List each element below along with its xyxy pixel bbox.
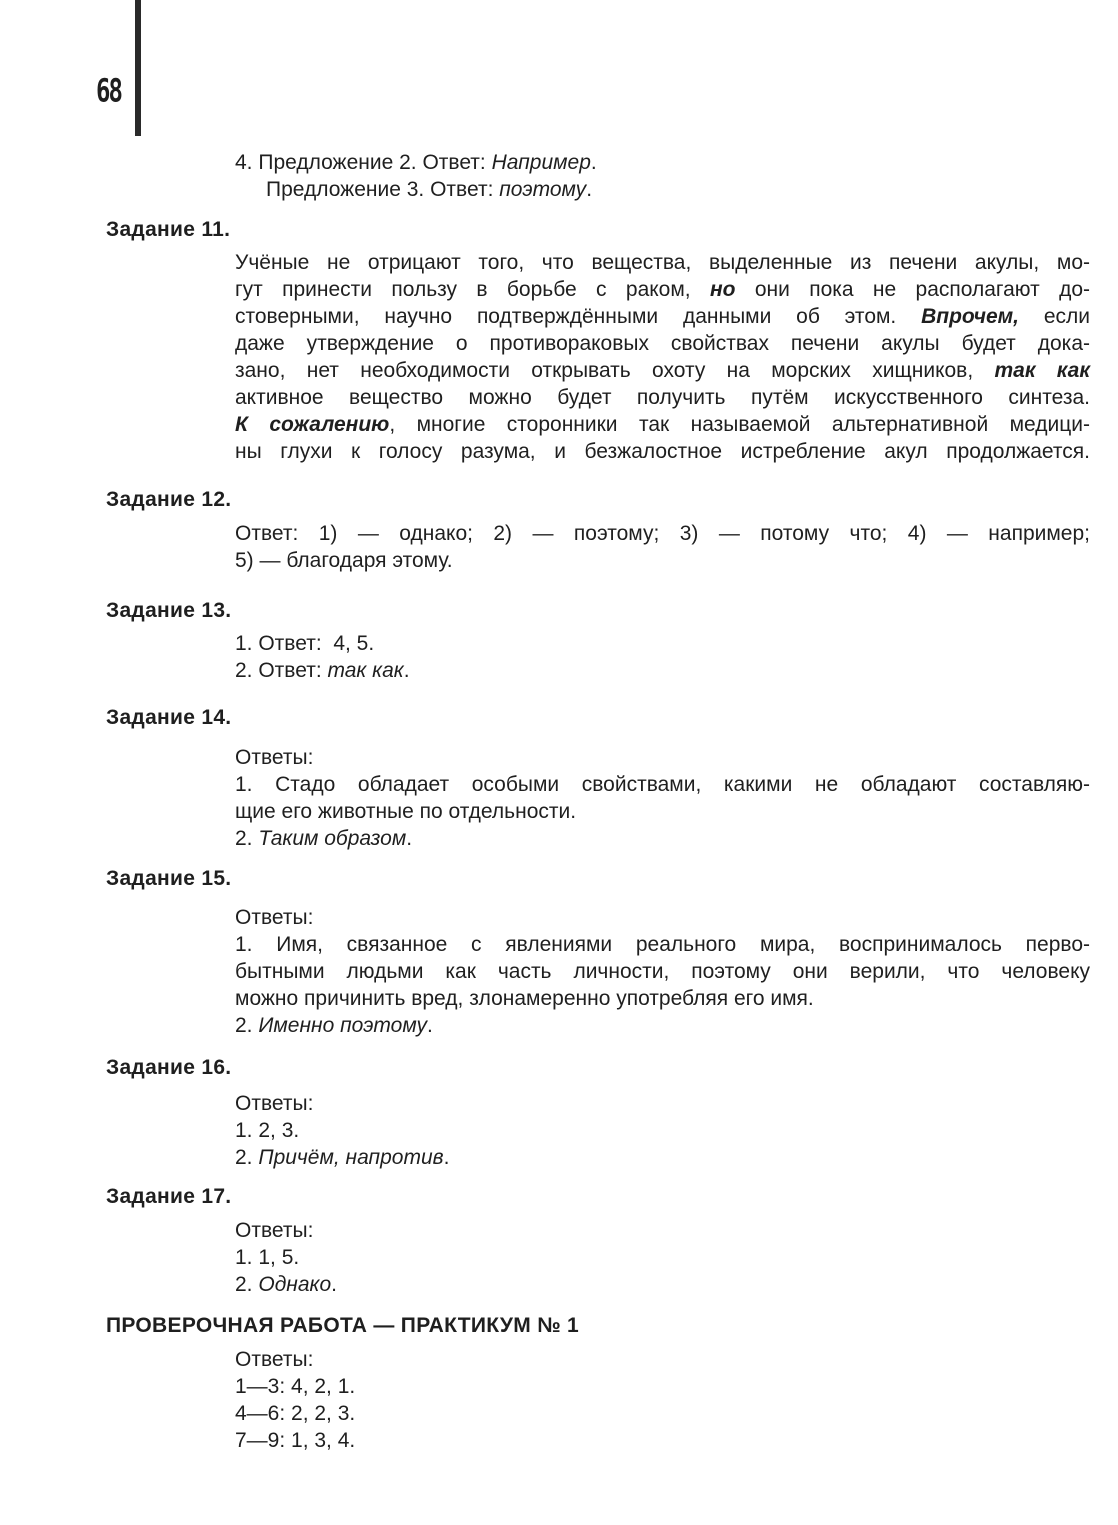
task14-text	[235, 744, 1090, 852]
answer-word: Например	[491, 151, 591, 174]
text-span: 2. Ответ:	[235, 659, 328, 682]
answers-label: Ответы:	[235, 906, 314, 929]
task16-text	[235, 1090, 1090, 1171]
text-span: .	[403, 659, 410, 682]
text-line: 1—3: 4, 2, 1.	[235, 1375, 356, 1398]
answers-label: Ответы:	[235, 746, 314, 769]
text-line: бытными людьми как часть личности, поэтому они верили, что человеку	[235, 960, 1090, 983]
task13-heading: Задание 13.	[106, 599, 232, 622]
task12-text	[235, 520, 1090, 574]
practicum-text	[235, 1346, 1090, 1454]
emphasis-word: так как	[994, 359, 1090, 382]
text-span: .	[331, 1273, 337, 1296]
text-span: 2.	[235, 1146, 259, 1169]
text-line: 4—6: 2, 2, 3.	[235, 1402, 356, 1425]
answer-word: Однако	[258, 1273, 332, 1296]
text-line: 1. 2, 3.	[235, 1119, 300, 1142]
answer-text: 4. Предложение 2. Ответ:	[235, 151, 492, 174]
answer-line	[235, 149, 1090, 176]
emphasis-word: но	[709, 278, 736, 301]
answer-punct: .	[586, 178, 593, 201]
task15-text	[235, 904, 1090, 1039]
text-span: если	[1019, 305, 1090, 328]
text-line: Учёные не отрицают того, что вещества, выделенные из печени акулы, мо-	[235, 251, 1090, 274]
text-line: Ответ: 1) — однако; 2) — поэтому; 3) — потому что; 4) — например;	[235, 522, 1090, 545]
answers-label: Ответы:	[235, 1348, 314, 1371]
task14-heading: Задание 14.	[106, 706, 232, 729]
text-line: щие его животные по отдельности.	[235, 800, 577, 823]
text-line: активное вещество можно будет получить путём искусственного синтеза.	[235, 386, 1090, 409]
text-span: гут принести пользу в борьбе с раком,	[235, 278, 710, 301]
task17-heading: Задание 17.	[106, 1185, 232, 1208]
answer-word: поэтому	[499, 178, 587, 201]
emphasis-word: Впрочем,	[921, 305, 1019, 328]
text-span: зано, нет необходимости открывать охоту на морских хищников,	[235, 359, 995, 382]
answer-word: Причём, напротив	[258, 1146, 444, 1169]
text-line: 1. Ответ: 4, 5.	[235, 632, 375, 655]
answer-word: Именно поэтому	[258, 1014, 428, 1037]
text-span: , многие сторонники так называемой альтернативной медици-	[389, 413, 1090, 436]
answer-line	[235, 176, 1090, 203]
practicum-heading: ПРОВЕРОЧНАЯ РАБОТА — ПРАКТИКУМ № 1	[106, 1314, 580, 1337]
text-span: .	[406, 827, 413, 850]
task12-heading: Задание 12.	[106, 488, 232, 511]
text-line: ны глухи к голосу разума, и безжалостное истребление акул продолжается.	[235, 440, 1090, 463]
task15-heading: Задание 15.	[106, 867, 232, 890]
text-line: 1. Стадо обладает особыми свойствами, какими не обладают составляю-	[235, 773, 1090, 796]
text-line	[235, 276, 1090, 303]
text-line	[235, 303, 1090, 330]
text-line: 5) — благодаря этому.	[235, 549, 453, 572]
answer-text: Предложение 3. Ответ:	[266, 178, 500, 201]
task17-text	[235, 1217, 1090, 1298]
text-line	[235, 411, 1090, 438]
page-number: 68	[96, 72, 121, 110]
text-span: они пока не располагают до-	[735, 278, 1090, 301]
text-line	[235, 357, 1090, 384]
text-line: даже утверждение о противораковых свойствах печени акулы будет дока-	[235, 332, 1090, 355]
answer-punct: .	[590, 151, 597, 174]
text-span: 2.	[235, 827, 259, 850]
task13-text	[235, 630, 1090, 684]
answer-word: так как	[327, 659, 404, 682]
text-line: 7—9: 1, 3, 4.	[235, 1429, 356, 1452]
text-line	[235, 1144, 1090, 1171]
text-span: стоверными, научно подтверждёнными данными об этом.	[235, 305, 922, 328]
text-line	[235, 1271, 1090, 1298]
task11-heading: Задание 11.	[106, 218, 231, 241]
text-span: 2.	[235, 1273, 259, 1296]
answer-word: Таким образом	[258, 827, 407, 850]
text-line	[235, 1012, 1090, 1039]
task10-continuation	[235, 149, 1090, 203]
text-line: 1. 1, 5.	[235, 1246, 300, 1269]
text-line	[235, 657, 1090, 684]
text-span: .	[443, 1146, 450, 1169]
answers-label: Ответы:	[235, 1092, 314, 1115]
answers-label: Ответы:	[235, 1219, 314, 1242]
task16-heading: Задание 16.	[106, 1056, 232, 1079]
text-span: 2.	[235, 1014, 259, 1037]
text-line: можно причинить вред, злонамеренно употребляя его имя.	[235, 987, 814, 1010]
text-span: .	[427, 1014, 433, 1037]
task11-text	[235, 249, 1090, 465]
text-line	[235, 825, 1090, 852]
text-line: 1. Имя, связанное с явлениями реального мира, воспринималось перво-	[235, 933, 1090, 956]
margin-rule	[135, 0, 141, 136]
emphasis-word: К сожалению	[235, 413, 390, 436]
